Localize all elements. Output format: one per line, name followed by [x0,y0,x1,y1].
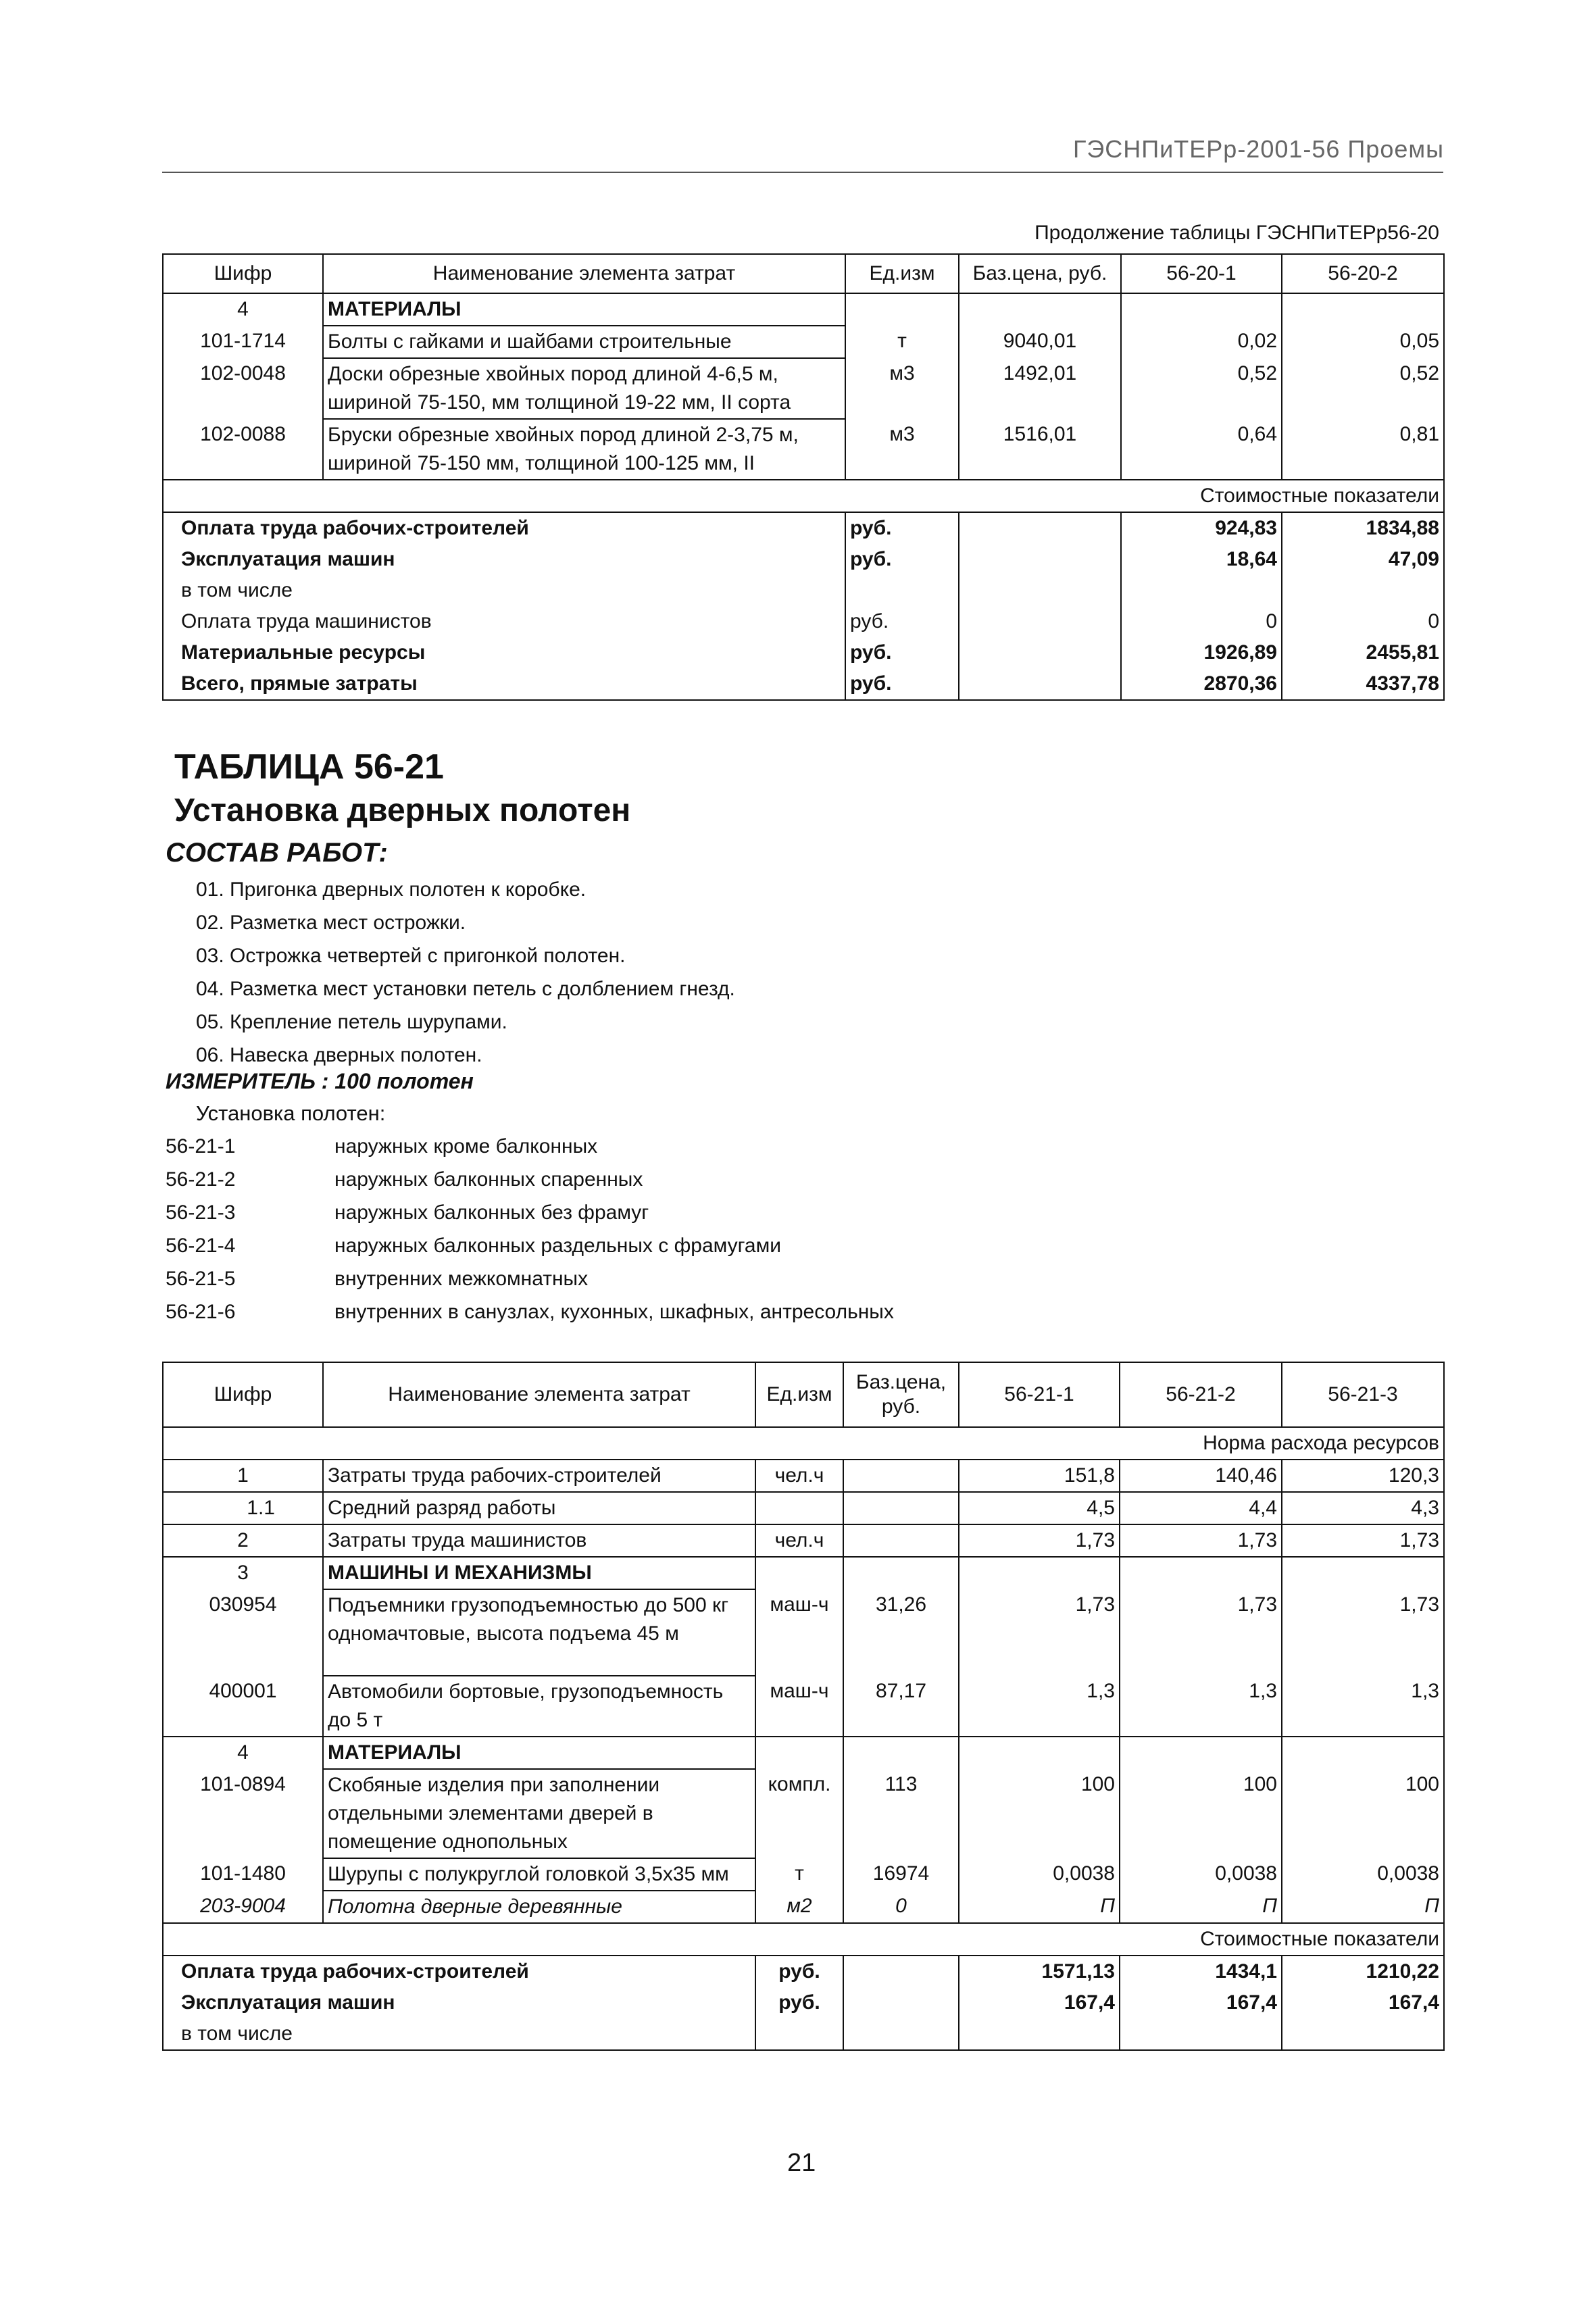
summary-name: Эксплуатация машин [163,1987,755,2018]
row-value-3: 120,3 [1282,1460,1444,1492]
summary-name: Всего, прямые затраты [163,668,845,700]
norm-label: Норма расхода ресурсов [163,1427,1444,1460]
row-code: 2 [163,1524,323,1557]
row-value-1: 1,73 [959,1524,1120,1557]
summary-value-3 [1282,2018,1444,2050]
item-code: 56-21-5 [166,1268,236,1290]
row-unit: маш-ч [755,1589,843,1676]
summary-row [163,2018,1444,2050]
section-title: МАШИНЫ И МЕХАНИЗМЫ [323,1557,755,1589]
row-value-3: 1,3 [1282,1676,1444,1737]
resource-table-56-21 [162,1362,1445,2051]
header-rule [162,172,1443,173]
summary-value-1: 167,4 [959,1987,1120,2018]
summary-name: Оплата труда рабочих-строителей [163,512,845,544]
row-name: Затраты труда рабочих-строителей [323,1460,755,1492]
summary-unit: руб. [845,637,959,668]
row-name: Средний разряд работы [323,1492,755,1524]
summary-unit: руб. [755,1987,843,2018]
row-price: 31,26 [843,1589,959,1676]
operation-item: 03. Острожка четвертей с пригонкой полотен. [196,945,626,967]
table-row [163,1524,1444,1557]
resource-table-56-20 [162,253,1445,701]
section-row-machines [163,1557,1444,1589]
summary-value-2: 47,09 [1282,544,1444,575]
table-row [163,326,1444,358]
row-name: Затраты труда машинистов [323,1524,755,1557]
summary-row [163,1956,1444,1987]
row-code: 102-0048 [163,358,323,419]
row-code: 030954 [163,1589,323,1676]
col-header-code: Шифр [163,1362,323,1427]
col-header-unit: Ед.изм [755,1362,843,1427]
row-value-2: 4,4 [1120,1492,1282,1524]
row-unit: компл. [755,1769,843,1858]
summary-row [163,575,1444,606]
table-row [163,419,1444,480]
summary-value-1: 924,83 [1121,512,1282,544]
section-title: МАТЕРИАЛЫ [323,1737,755,1769]
row-value-1: 100 [959,1769,1120,1858]
row-unit: чел.ч [755,1524,843,1557]
summary-row [163,544,1444,575]
summary-value-2: 1834,88 [1282,512,1444,544]
row-value-1: П [959,1891,1120,1923]
summary-value-1 [1121,575,1282,606]
summary-row [163,668,1444,700]
summary-name: Эксплуатация машин [163,544,845,575]
summary-value-2 [1120,2018,1282,2050]
summary-name: Оплата труда машинистов [163,606,845,637]
col-header-name: Наименование элемента затрат [323,1362,755,1427]
cost-indicators-label: Стоимостные показатели [163,1923,1444,1956]
table-subtitle: Установка дверных полотен [174,793,631,828]
summary-row [163,637,1444,668]
section-number: 3 [163,1557,323,1589]
summary-value-1: 2870,36 [1121,668,1282,700]
summary-value-1 [959,2018,1120,2050]
summary-value-2: 0 [1282,606,1444,637]
row-price: 1516,01 [959,419,1121,480]
table-row [163,1891,1444,1923]
row-value-2: 0,0038 [1120,1858,1282,1891]
item-description: внутренних межкомнатных [334,1268,589,1290]
row-value-2: 100 [1120,1769,1282,1858]
summary-value-2 [1282,575,1444,606]
table-title: ТАБЛИЦА 56-21 [174,747,444,787]
summary-value-3: 167,4 [1282,1987,1444,2018]
row-unit: м3 [845,419,959,480]
row-value-2: 1,73 [1120,1524,1282,1557]
col-header-name: Наименование элемента затрат [323,254,845,293]
section-number: 4 [163,293,323,326]
row-unit: т [755,1858,843,1891]
row-price: 87,17 [843,1676,959,1737]
row-code: 102-0088 [163,419,323,480]
summary-name: в том числе [163,2018,755,2050]
item-code: 56-21-3 [166,1201,236,1224]
col-header-code: Шифр [163,254,323,293]
summary-name: Оплата труда рабочих-строителей [163,1956,755,1987]
cost-indicators-band [163,480,1444,512]
section-row-materials [163,293,1444,326]
row-unit: т [845,326,959,358]
summary-value-2: 167,4 [1120,1987,1282,2018]
row-code: 101-0894 [163,1769,323,1858]
summary-row [163,606,1444,637]
row-name: Доски обрезные хвойных пород длиной 4-6,5 м, шириной 75-150, мм толщиной 19-22 мм, II сорта [323,358,845,419]
item-code: 56-21-6 [166,1301,236,1323]
summary-unit: руб. [845,606,959,637]
summary-name: в том числе [163,575,845,606]
operation-item: 04. Разметка мест установки петель с долблением гнезд. [196,978,735,1000]
summary-unit [845,575,959,606]
row-value-2: 140,46 [1120,1460,1282,1492]
item-code: 56-21-2 [166,1168,236,1191]
item-code: 56-21-4 [166,1235,236,1257]
row-value-2: 0,05 [1282,326,1444,358]
table-row [163,1589,1444,1676]
row-value-3: 1,73 [1282,1589,1444,1676]
row-code: 101-1714 [163,326,323,358]
row-name: Бруски обрезные хвойных пород длиной 2-3,75 м, шириной 75-150 мм, толщиной 100-125 мм, II [323,419,845,480]
row-price: 9040,01 [959,326,1121,358]
col-header-56-21-3: 56-21-3 [1282,1362,1444,1427]
summary-value-1: 1571,13 [959,1956,1120,1987]
composition-heading: СОСТАВ РАБОТ: [166,838,388,868]
row-price [843,1460,959,1492]
summary-row [163,1987,1444,2018]
row-value-1: 0,64 [1121,419,1282,480]
col-header-56-21-2: 56-21-2 [1120,1362,1282,1427]
item-description: внутренних в санузлах, кухонных, шкафных, антресольных [334,1301,894,1323]
col-header-unit: Ед.изм [845,254,959,293]
item-code: 56-21-1 [166,1135,236,1158]
row-value-1: 0,52 [1121,358,1282,419]
running-head: ГЭСНПиТЕРр-2001-56 Проемы [1072,135,1444,163]
item-description: наружных балконных раздельных с фрамугами [334,1235,781,1257]
operation-item: 01. Пригонка дверных полотен к коробке. [196,878,587,901]
install-label: Установка полотен: [196,1101,386,1125]
table-header-row [163,1362,1444,1427]
row-value-2: 1,3 [1120,1676,1282,1737]
summary-unit: руб. [845,512,959,544]
table-header-row [163,254,1444,293]
row-value-1: 151,8 [959,1460,1120,1492]
summary-value-2: 1434,1 [1120,1956,1282,1987]
summary-unit [755,2018,843,2050]
row-value-1: 4,5 [959,1492,1120,1524]
table-row [163,1769,1444,1858]
summary-unit: руб. [845,668,959,700]
summary-value-1: 18,64 [1121,544,1282,575]
row-value-1: 1,3 [959,1676,1120,1737]
row-price: 0 [843,1891,959,1923]
row-value-3: П [1282,1891,1444,1923]
measure-unit: ИЗМЕРИТЕЛЬ : 100 полотен [166,1069,474,1093]
row-value-1: 0,02 [1121,326,1282,358]
summary-unit: руб. [845,544,959,575]
row-value-1: 0,0038 [959,1858,1120,1891]
norm-band [163,1427,1444,1460]
row-value-3: 0,0038 [1282,1858,1444,1891]
page-number: 21 [787,2149,816,2177]
row-price: 16974 [843,1858,959,1891]
item-description: наружных балконных без фрамуг [334,1201,649,1224]
row-name: Полотна дверные деревянные [323,1891,755,1923]
section-row-materials [163,1737,1444,1769]
row-value-2: 1,73 [1120,1589,1282,1676]
section-number: 4 [163,1737,323,1769]
table-row [163,1858,1444,1891]
row-value-3: 100 [1282,1769,1444,1858]
row-name: Автомобили бортовые, грузоподъемность до 5 т [323,1676,755,1737]
operation-item: 05. Крепление петель шурупами. [196,1011,507,1033]
row-price [843,1524,959,1557]
row-value-3: 1,73 [1282,1524,1444,1557]
continuation-caption: Продолжение таблицы ГЭСНПиТЕРр56-20 [1034,222,1439,244]
item-description: наружных балконных спаренных [334,1168,643,1191]
row-value-2: 0,52 [1282,358,1444,419]
summary-value-2: 2455,81 [1282,637,1444,668]
row-name: Подъемники грузоподъемностью до 500 кг одномачтовые, высота подъема 45 м [323,1589,755,1676]
table-row [163,1460,1444,1492]
summary-value-1: 1926,89 [1121,637,1282,668]
summary-unit: руб. [755,1956,843,1987]
operation-item: 06. Навеска дверных полотен. [196,1044,482,1066]
col-header-price: Баз.цена, руб. [959,254,1121,293]
table-row [163,358,1444,419]
row-value-1: 1,73 [959,1589,1120,1676]
row-price: 1492,01 [959,358,1121,419]
row-name: Скобяные изделия при заполнении отдельными элементами дверей в помещение однопольных [323,1769,755,1858]
row-price: 113 [843,1769,959,1858]
section-title: МАТЕРИАЛЫ [323,293,845,326]
row-value-2: 0,81 [1282,419,1444,480]
row-value-3: 4,3 [1282,1492,1444,1524]
table-row [163,1676,1444,1737]
row-unit: чел.ч [755,1460,843,1492]
col-header-56-20-2: 56-20-2 [1282,254,1444,293]
summary-name: Материальные ресурсы [163,637,845,668]
row-value-2: П [1120,1891,1282,1923]
cost-indicators-band [163,1923,1444,1956]
row-name: Шурупы с полукруглой головкой 3,5х35 мм [323,1858,755,1891]
col-header-56-20-1: 56-20-1 [1121,254,1282,293]
row-price [843,1492,959,1524]
row-unit: м3 [845,358,959,419]
cost-indicators-label: Стоимостные показатели [163,480,1444,512]
row-code: 1 [163,1460,323,1492]
table-row [163,1492,1444,1524]
summary-value-3: 1210,22 [1282,1956,1444,1987]
col-header-56-21-1: 56-21-1 [959,1362,1120,1427]
operation-item: 02. Разметка мест острожки. [196,912,466,934]
summary-row [163,512,1444,544]
row-unit [755,1492,843,1524]
summary-value-2: 4337,78 [1282,668,1444,700]
row-unit: маш-ч [755,1676,843,1737]
row-code: 1.1 [163,1492,323,1524]
item-description: наружных кроме балконных [334,1135,598,1158]
row-code: 400001 [163,1676,323,1737]
row-code: 203-9004 [163,1891,323,1923]
row-unit: м2 [755,1891,843,1923]
col-header-price: Баз.цена, руб. [843,1362,959,1427]
row-name: Болты с гайками и шайбами строительные [323,326,845,358]
summary-value-1: 0 [1121,606,1282,637]
row-code: 101-1480 [163,1858,323,1891]
